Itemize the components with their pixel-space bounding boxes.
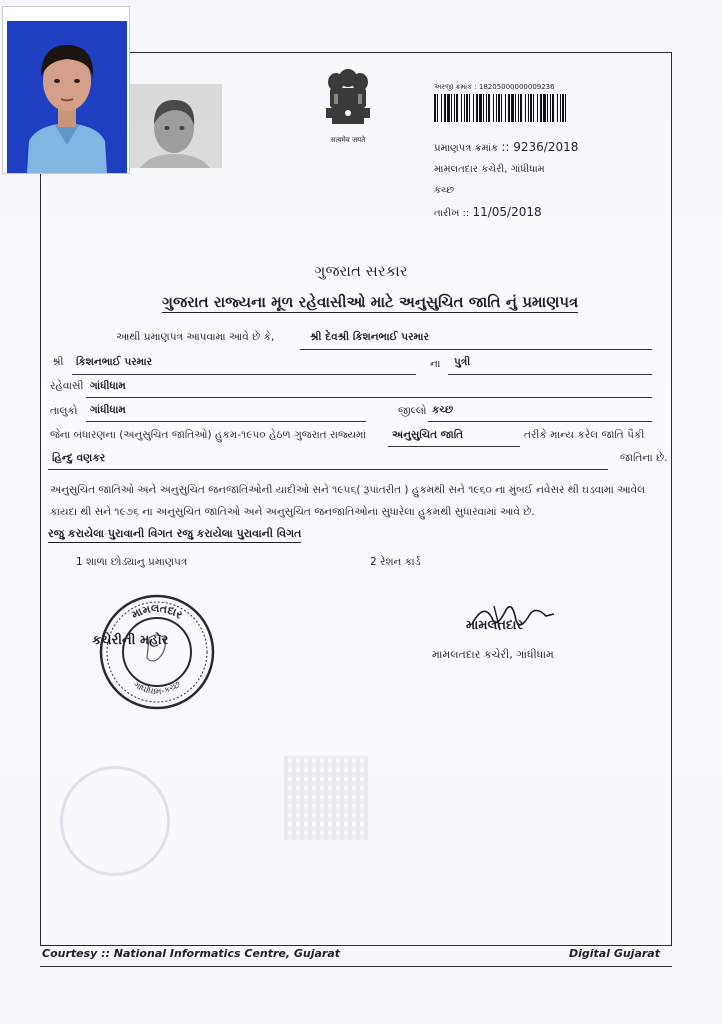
barcode-bar bbox=[498, 94, 500, 122]
taluka-label: તાલુકો bbox=[50, 405, 78, 417]
footer-rule bbox=[40, 966, 672, 967]
officer-designation: મામલતદાર bbox=[466, 618, 524, 633]
category-underline bbox=[388, 446, 520, 447]
barcode-bar bbox=[486, 94, 487, 122]
barcode-bar bbox=[454, 94, 455, 122]
barcode-bar bbox=[530, 94, 532, 122]
barcode-bar bbox=[508, 94, 510, 122]
barcode-bar bbox=[557, 94, 558, 122]
evidence-title: રજુ કરાયેલા પુરાવાની વિગત રજુ કરાયેલા પુરાવાની વિગત bbox=[48, 527, 301, 543]
barcode-bar bbox=[447, 94, 450, 122]
taluka-value: ગાંધીધામ bbox=[90, 404, 126, 416]
footer-courtesy: Courtesy :: National Informatics Centre, Gujarat bbox=[42, 947, 341, 960]
barcode-bar bbox=[466, 94, 468, 122]
barcode-bar bbox=[473, 94, 474, 122]
barcode-bar bbox=[441, 94, 442, 122]
father-name: કિશનભાઈ પરમાર bbox=[76, 356, 153, 368]
officer-office: મામલતદાર કચેરી, ગાંધીધામ bbox=[432, 648, 554, 661]
certificate-number-label: પ્રમાણપત્ર ક્રમાંક bbox=[434, 143, 499, 154]
barcode-bar bbox=[505, 94, 506, 122]
barcode-bar bbox=[456, 94, 458, 122]
barcode-bar bbox=[464, 94, 465, 122]
barcode-bar bbox=[469, 94, 470, 122]
barcode-bar bbox=[434, 94, 436, 122]
issuing-office: મામલતદાર કચેરી, ગાંધીધામ bbox=[434, 164, 545, 175]
category-value: અનુસુચિત જાતિ bbox=[392, 429, 464, 441]
footer-brand: Digital Gujarat bbox=[569, 947, 660, 960]
barcode-bar bbox=[552, 94, 554, 122]
svg-text:ગાંધીધામ-કચ્છ bbox=[131, 679, 183, 697]
barcode-bar bbox=[444, 94, 446, 122]
resident-underline bbox=[86, 397, 652, 398]
barcode-bar bbox=[437, 94, 438, 122]
seal-ring-bottom-text: ગાંધીધામ-કચ્છ bbox=[131, 679, 183, 698]
shri-label: શ્રી bbox=[52, 356, 64, 368]
barcode-bar bbox=[528, 94, 529, 122]
barcode-bar bbox=[560, 94, 561, 122]
seal-label: કચેરીની મહોર bbox=[92, 633, 169, 648]
issue-date-label: તારીખ :: bbox=[434, 208, 470, 219]
evidence-item-2: 2 રેશન કાર્ડ bbox=[370, 556, 421, 568]
certificate-title: ગુજરાત રાજ્યના મૂળ રહેવાસીઓ માટે અનુસુચિત જાતિ નું પ્રમાણપત્ર bbox=[162, 293, 579, 311]
national-emblem-icon bbox=[318, 66, 378, 138]
barcode-bar bbox=[525, 94, 526, 122]
district-underline bbox=[428, 421, 652, 422]
barcode-bar bbox=[488, 94, 490, 122]
government-title: ગુજરાત સરકાર bbox=[314, 262, 408, 280]
barcode-bar bbox=[543, 94, 546, 122]
applicant-photo bbox=[7, 21, 127, 173]
office-seal bbox=[97, 592, 217, 712]
barcode-bar bbox=[518, 94, 519, 122]
barcode-bar bbox=[550, 94, 551, 122]
caste-underline bbox=[48, 469, 608, 470]
barcode-bar bbox=[476, 94, 478, 122]
caste-value: હિન્દુ વણકર bbox=[52, 452, 106, 464]
barcode-bar bbox=[540, 94, 542, 122]
barcode-bar bbox=[496, 94, 497, 122]
resident-value: ગાંધીધામ bbox=[90, 380, 126, 392]
barcode-bar bbox=[493, 94, 494, 122]
na-label: ના bbox=[430, 358, 441, 370]
issue-date bbox=[434, 205, 542, 219]
emblem-motto: सत्यमेव जयते bbox=[330, 136, 366, 144]
barcode-bar bbox=[461, 94, 462, 122]
intro-text: આથી પ્રમાણપત્ર આપવામા આવે છે કે, bbox=[116, 331, 275, 343]
taluka-underline bbox=[86, 421, 366, 422]
issuing-district: કચ્છ bbox=[434, 185, 455, 196]
barcode-bar bbox=[520, 94, 522, 122]
barcode-bar bbox=[511, 94, 514, 122]
photo-frame bbox=[2, 6, 130, 174]
district-label: જીલ્લો bbox=[398, 405, 427, 417]
recognized-text: તરીકે માન્ય કરેલ જાતિ પૈકી bbox=[524, 429, 645, 441]
applicant-photo-copy bbox=[130, 84, 222, 168]
caste-suffix: જાતિના છે. bbox=[620, 452, 668, 464]
issue-date-value: 11/05/2018 bbox=[472, 205, 542, 219]
certificate-number bbox=[434, 140, 578, 154]
barcode-bar bbox=[533, 94, 534, 122]
resident-label: રહેવાસી bbox=[50, 380, 84, 392]
barcode-bar bbox=[515, 94, 516, 122]
barcode bbox=[434, 94, 570, 122]
barcode-bar bbox=[479, 94, 482, 122]
barcode-bar bbox=[537, 94, 538, 122]
holder-name: શ્રી દેવશ્રી કિશનભાઈ પરમાર bbox=[310, 331, 429, 343]
barcode-bar bbox=[451, 94, 452, 122]
holder-name-underline bbox=[300, 349, 652, 350]
father-name-underline bbox=[72, 374, 416, 375]
application-number: અરજી ક્રમાંક : 18205000000009236 bbox=[434, 83, 555, 91]
relation-underline bbox=[448, 374, 652, 375]
legal-paragraph: અનુસુચિત જાતિઓ અને અનુસુચિત જનજાતિઓની યાદીઓ સને ૧૯૫૬( રૂપાંતરીત ) હુકમથી સને ૧૯૬૦ ના મુંબઈ નવેસર થી ઘડવામાં આવેલ કાયદા થી સને ૧૯૭૬ ના અનુસુચિત જાતિઓ અને અનુસુચિત જનજાતિઓના સુધારેલા હુકમથી સુધારવામાં આવે છે. bbox=[50, 484, 646, 518]
barcode-bar bbox=[547, 94, 548, 122]
barcode-bar bbox=[483, 94, 484, 122]
evidence-item-1: 1 શાળા છોડ્યાનુ પ્રમાણપત્ર bbox=[76, 556, 188, 568]
seal-ring-top-text: મામલતદાર bbox=[129, 601, 185, 622]
barcode-bar bbox=[501, 94, 502, 122]
barcode-bar bbox=[565, 94, 566, 122]
barcode-bar bbox=[562, 94, 564, 122]
relation: પુત્રી bbox=[454, 356, 471, 368]
order-text: જેના બંધારણના (અનુસુચિત જાતિઓ) હુકમ-૧૯૫૦ હેઠળ ગુજરાત રાજ્યમાં bbox=[50, 429, 367, 441]
certificate-number-value: :: 9236/2018 bbox=[501, 140, 579, 154]
district-value: કચ્છ bbox=[432, 404, 454, 416]
